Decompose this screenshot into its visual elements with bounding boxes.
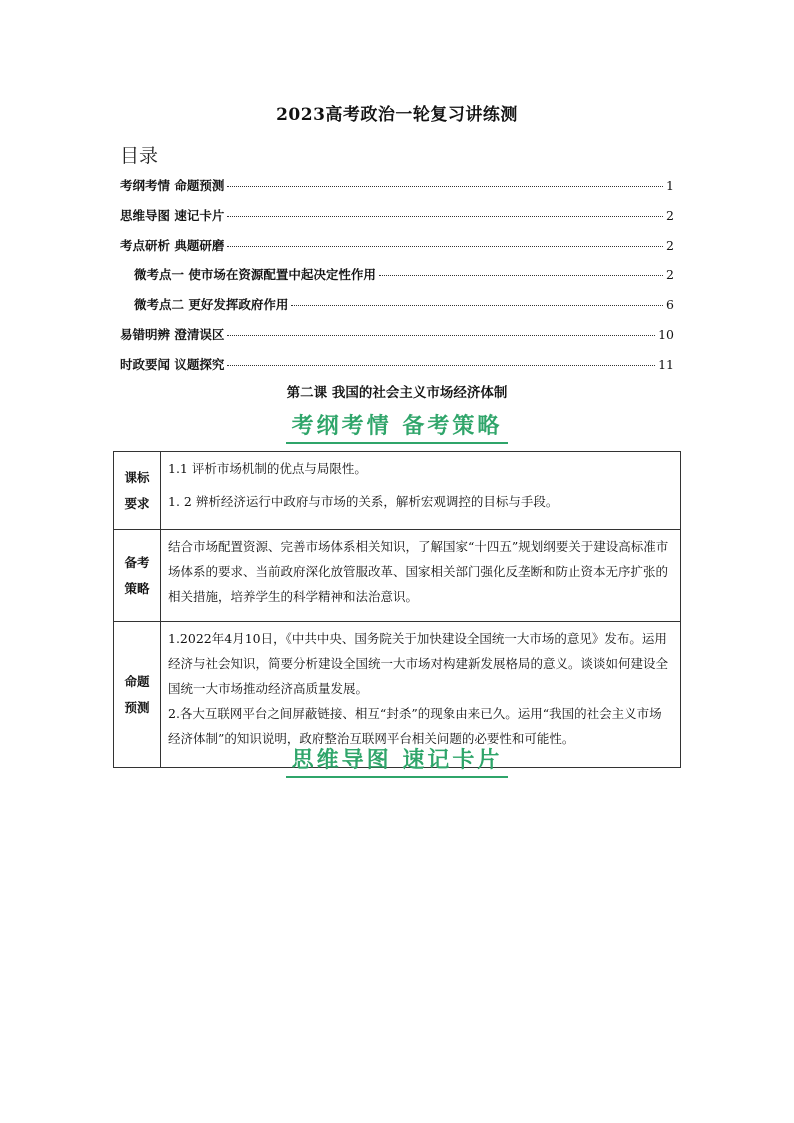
toc-entry-mind-map[interactable]	[120, 206, 674, 236]
toc-entry-page: 10	[658, 326, 674, 342]
requirement-item: 1.1 评析市场机制的优点与局限性。	[168, 461, 367, 476]
prediction-item-2: 2.各大互联网平台之间屏蔽链接、相互“封杀”的现象由来已久。运用“我国的社会主义市场经济体制”的知识说明，政府整治互联网平台相关问题的必要性和可能性。	[168, 706, 662, 746]
row-header-line: 策略	[124, 580, 150, 596]
toc-entry-label: 思维导图 速记卡片	[120, 207, 225, 223]
exam-info-table	[113, 451, 681, 768]
toc-entry-page: 2	[666, 237, 674, 253]
toc-entry-label: 考点研析 典题研磨	[120, 237, 225, 253]
toc-leader-dots	[227, 186, 663, 187]
toc-entry-key-points[interactable]	[120, 236, 674, 266]
toc-entry-micro-point-1[interactable]	[120, 265, 674, 295]
toc-entry-exam-outline[interactable]	[120, 176, 674, 206]
toc-entry-label: 微考点一 使市场在资源配置中起决定性作用	[134, 267, 376, 283]
section-banner-text: 考纲考情 备考策略	[286, 409, 509, 444]
row-header-line: 课标	[124, 469, 150, 485]
toc-leader-dots	[227, 246, 663, 247]
row-header-requirements	[114, 452, 161, 530]
row-header-line: 备考	[124, 554, 150, 570]
section-banner-exam-strategy	[0, 409, 794, 444]
requirements-cell	[161, 452, 681, 530]
toc-entry-label: 微考点二 更好发挥政府作用	[134, 297, 289, 313]
row-header-line: 要求	[124, 495, 150, 511]
document-title: 2023高考政治一轮复习讲练测	[276, 105, 518, 125]
toc-heading: 目录	[120, 145, 159, 167]
toc-entry-page: 6	[666, 297, 674, 313]
strategy-text: 结合市场配置资源、完善市场体系相关知识，了解国家“十四五”规划纲要关于建设高标准市场体系的要求、当前政府深化放管服改革、国家相关部门强化反垄断和防止资本无序扩张的相关措施，培养学生的科学精神和法治意识。	[168, 539, 669, 604]
row-header-line: 命题	[124, 673, 150, 689]
row-header-strategy	[114, 530, 161, 622]
toc-leader-dots	[227, 365, 655, 366]
toc-leader-dots	[227, 216, 663, 217]
toc-entry-common-errors[interactable]	[120, 325, 674, 355]
table-row-requirements	[114, 452, 681, 530]
table-of-contents	[120, 176, 674, 385]
section-banner-mind-map	[0, 743, 794, 778]
lesson-title: 第二课 我国的社会主义市场经济体制	[286, 385, 508, 401]
toc-entry-label: 时政要闻 议题探究	[120, 356, 225, 372]
row-header-line: 预测	[124, 699, 150, 715]
prediction-item-1: 1.2022年4月10日，《中共中央、国务院关于加快建设全国统一大市场的意见》发布。运用经济与社会知识，简要分析建设全国统一大市场对构建新发展格局的意义。谈谈如何建设全国统一大市场推动经济高质量发展。	[168, 631, 669, 696]
toc-entry-page: 2	[666, 267, 674, 283]
table-row-strategy	[114, 530, 681, 622]
toc-entry-page: 2	[666, 207, 674, 223]
section-banner-text: 思维导图 速记卡片	[286, 743, 509, 778]
toc-entry-page: 11	[658, 356, 674, 372]
toc-entry-label: 易错明辨 澄清误区	[120, 326, 225, 342]
strategy-cell	[161, 530, 681, 622]
toc-leader-dots	[227, 335, 655, 336]
toc-leader-dots	[379, 275, 663, 276]
toc-entry-micro-point-2[interactable]	[120, 295, 674, 325]
requirement-item: 1. 2 辨析经济运行中政府与市场的关系，解析宏观调控的目标与手段。	[168, 494, 559, 509]
toc-leader-dots	[291, 305, 663, 306]
toc-entry-page: 1	[666, 178, 674, 193]
toc-entry-label: 考纲考情 命题预测	[120, 178, 225, 193]
